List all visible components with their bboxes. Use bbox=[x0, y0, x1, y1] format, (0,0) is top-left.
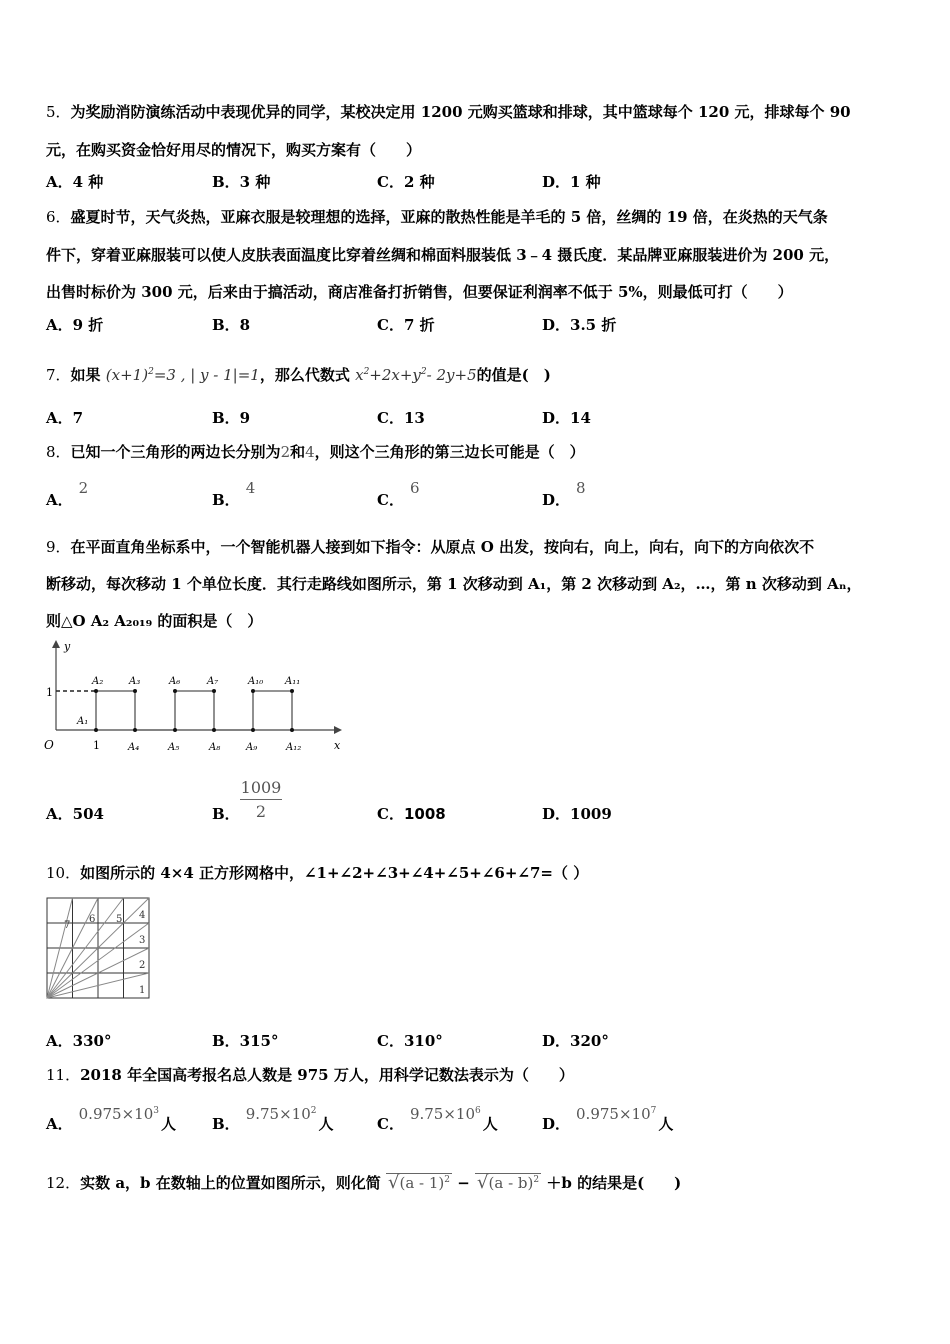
svg-text:A₁₀: A₁₀ bbox=[248, 676, 264, 687]
q6-option-d[interactable]: D．3.5 折 bbox=[542, 316, 617, 334]
q6-line1: 6．盛夏时节，天气炎热，亚麻衣服是较理想的选择，亚麻的散热性能是羊毛的 5 倍，丝绸的 19 倍，在炎热的天气条 bbox=[46, 208, 828, 226]
q11-option-a[interactable]: A．$0.975\times 10^3$人 bbox=[46, 1105, 176, 1133]
q7-option-b[interactable]: B．9 bbox=[212, 409, 251, 427]
svg-text:A₄: A₄ bbox=[128, 742, 140, 753]
q6-option-a[interactable]: A．9 折 bbox=[46, 316, 104, 334]
svg-text:A₂: A₂ bbox=[92, 676, 104, 687]
q7-option-c[interactable]: C．13 bbox=[377, 409, 425, 427]
svg-text:A₉: A₉ bbox=[246, 742, 258, 753]
q7-expression: $x^2+2x+y^2-$ 2y+5 bbox=[355, 366, 477, 384]
q11-option-b[interactable]: B．$9.75\times 10^2$人 bbox=[212, 1105, 334, 1133]
q6-line3: 出售时标价为 300 元，后来由于搞活动，商店准备打折销售，但要保证利润率不低于 5%，则最低可打（ ） bbox=[46, 283, 793, 301]
q9-option-d[interactable]: D．1009 bbox=[542, 805, 612, 823]
svg-text:4: 4 bbox=[139, 910, 146, 921]
q9-option-a[interactable]: A．504 bbox=[46, 805, 104, 823]
svg-text:A₆: A₆ bbox=[169, 676, 181, 687]
svg-text:A₃: A₃ bbox=[129, 676, 141, 687]
q10-option-b[interactable]: B．315° bbox=[212, 1032, 279, 1050]
svg-text:A₈: A₈ bbox=[209, 742, 221, 753]
q11-option-c[interactable]: C．$9.75\times 10^6$人 bbox=[377, 1105, 498, 1133]
q8-option-c[interactable]: C．6 bbox=[377, 479, 420, 509]
svg-text:6: 6 bbox=[89, 914, 96, 925]
q8-option-a[interactable]: A．2 bbox=[46, 479, 89, 509]
svg-text:1: 1 bbox=[93, 739, 100, 752]
q8-option-b[interactable]: B．4 bbox=[212, 479, 256, 509]
svg-text:x: x bbox=[334, 739, 341, 752]
svg-text:y: y bbox=[64, 640, 71, 653]
q7-option-d[interactable]: D．14 bbox=[542, 409, 591, 427]
q9-robot-path-figure bbox=[40, 638, 350, 758]
svg-text:A₇: A₇ bbox=[207, 676, 219, 687]
q12-line: 12．实数 a，b 在数轴上的位置如图所示，则化简 √(a - 1)$^2$ − √(a - b)$^2$ ＋b 的结果是( ) bbox=[46, 1172, 682, 1193]
q9-line3: 则△O A₂ A₂₀₁₉ 的面积是（ ） bbox=[46, 612, 263, 630]
q7-condition: $(x+1)^2=3$ , | y - 1|=1 bbox=[105, 366, 260, 384]
q10-option-d[interactable]: D．320° bbox=[542, 1032, 609, 1050]
q5-option-d[interactable]: D．1 种 bbox=[542, 173, 601, 191]
q12-radical-2: √(a - b)$^2$ bbox=[477, 1172, 540, 1193]
svg-text:5: 5 bbox=[116, 914, 123, 925]
svg-text:A₁₂: A₁₂ bbox=[286, 742, 302, 753]
svg-text:2: 2 bbox=[139, 960, 146, 971]
q12-radical-1: √(a - 1)$^2$ bbox=[387, 1172, 450, 1193]
q6-number: 6． bbox=[46, 208, 71, 226]
q5-option-c[interactable]: C．2 种 bbox=[377, 173, 435, 191]
q5-line1: 5．为奖励消防演练活动中表现优异的同学，某校决定用 1200 元购买篮球和排球，其中篮球每个 120 元，排球每个 90 bbox=[46, 103, 851, 121]
q9-option-b-fraction: 1009 2 bbox=[240, 778, 282, 821]
svg-text:7: 7 bbox=[64, 920, 71, 931]
q5-line2: 元，在购买资金恰好用尽的情况下，购买方案有（ ） bbox=[46, 141, 422, 159]
svg-text:O: O bbox=[44, 738, 54, 752]
q8-line: 8．已知一个三角形的两边长分别为2和4，则这个三角形的第三边长可能是（ ） bbox=[46, 443, 585, 461]
q9-line2: 断移动，每次移动 1 个单位长度．其行走路线如图所示，第 1 次移动到 A₁，第 2 次移动到 A₂，…，第 n 次移动到 Aₙ， bbox=[46, 575, 862, 593]
q5-option-a[interactable]: A．4 种 bbox=[46, 173, 104, 191]
svg-text:A₁: A₁ bbox=[77, 716, 89, 727]
q6-line2: 件下，穿着亚麻服装可以使人皮肤表面温度比穿着丝绸和棉面料服装低 3﹣4 摄氏度．某品牌亚麻服装进价为 200 元， bbox=[46, 246, 840, 264]
q11-option-d[interactable]: D．$0.975\times 10^7$人 bbox=[542, 1105, 674, 1133]
svg-text:3: 3 bbox=[139, 935, 146, 946]
q7-line: 7．如果 $(x+1)^2=3$ , | y - 1|=1，那么代数式 $x^2+2x+y^2-$ 2y+5的值是( ) bbox=[46, 366, 551, 384]
svg-text:A₅: A₅ bbox=[168, 742, 180, 753]
q10-line: 10．如图所示的 4×4 正方形网格中，∠1+∠2+∠3+∠4+∠5+∠6+∠7=（ ） bbox=[46, 864, 589, 882]
svg-text:1: 1 bbox=[46, 686, 53, 699]
q6-option-b[interactable]: B．8 bbox=[212, 316, 251, 334]
q9-line1: 9．在平面直角坐标系中，一个智能机器人接到如下指令：从原点 O 出发，按向右，向上，向右，向下的方向依次不 bbox=[46, 538, 815, 556]
q9-option-c[interactable]: C．1008 bbox=[377, 805, 446, 823]
q10-grid-figure bbox=[44, 895, 154, 1001]
svg-text:1: 1 bbox=[139, 985, 146, 996]
q8-option-d[interactable]: D．8 bbox=[542, 479, 586, 509]
q10-option-c[interactable]: C．310° bbox=[377, 1032, 443, 1050]
svg-text:A₁₁: A₁₁ bbox=[285, 676, 301, 687]
q7-option-a[interactable]: A．7 bbox=[46, 409, 84, 427]
q11-line: 11．2018 年全国高考报名总人数是 975 万人，用科学记数法表示为（ ） bbox=[46, 1066, 574, 1084]
q5-number: 5． bbox=[46, 103, 71, 121]
q5-option-b[interactable]: B．3 种 bbox=[212, 173, 271, 191]
q10-option-a[interactable]: A．330° bbox=[46, 1032, 112, 1050]
q6-option-c[interactable]: C．7 折 bbox=[377, 316, 435, 334]
q9-option-b[interactable]: B． bbox=[212, 805, 240, 823]
